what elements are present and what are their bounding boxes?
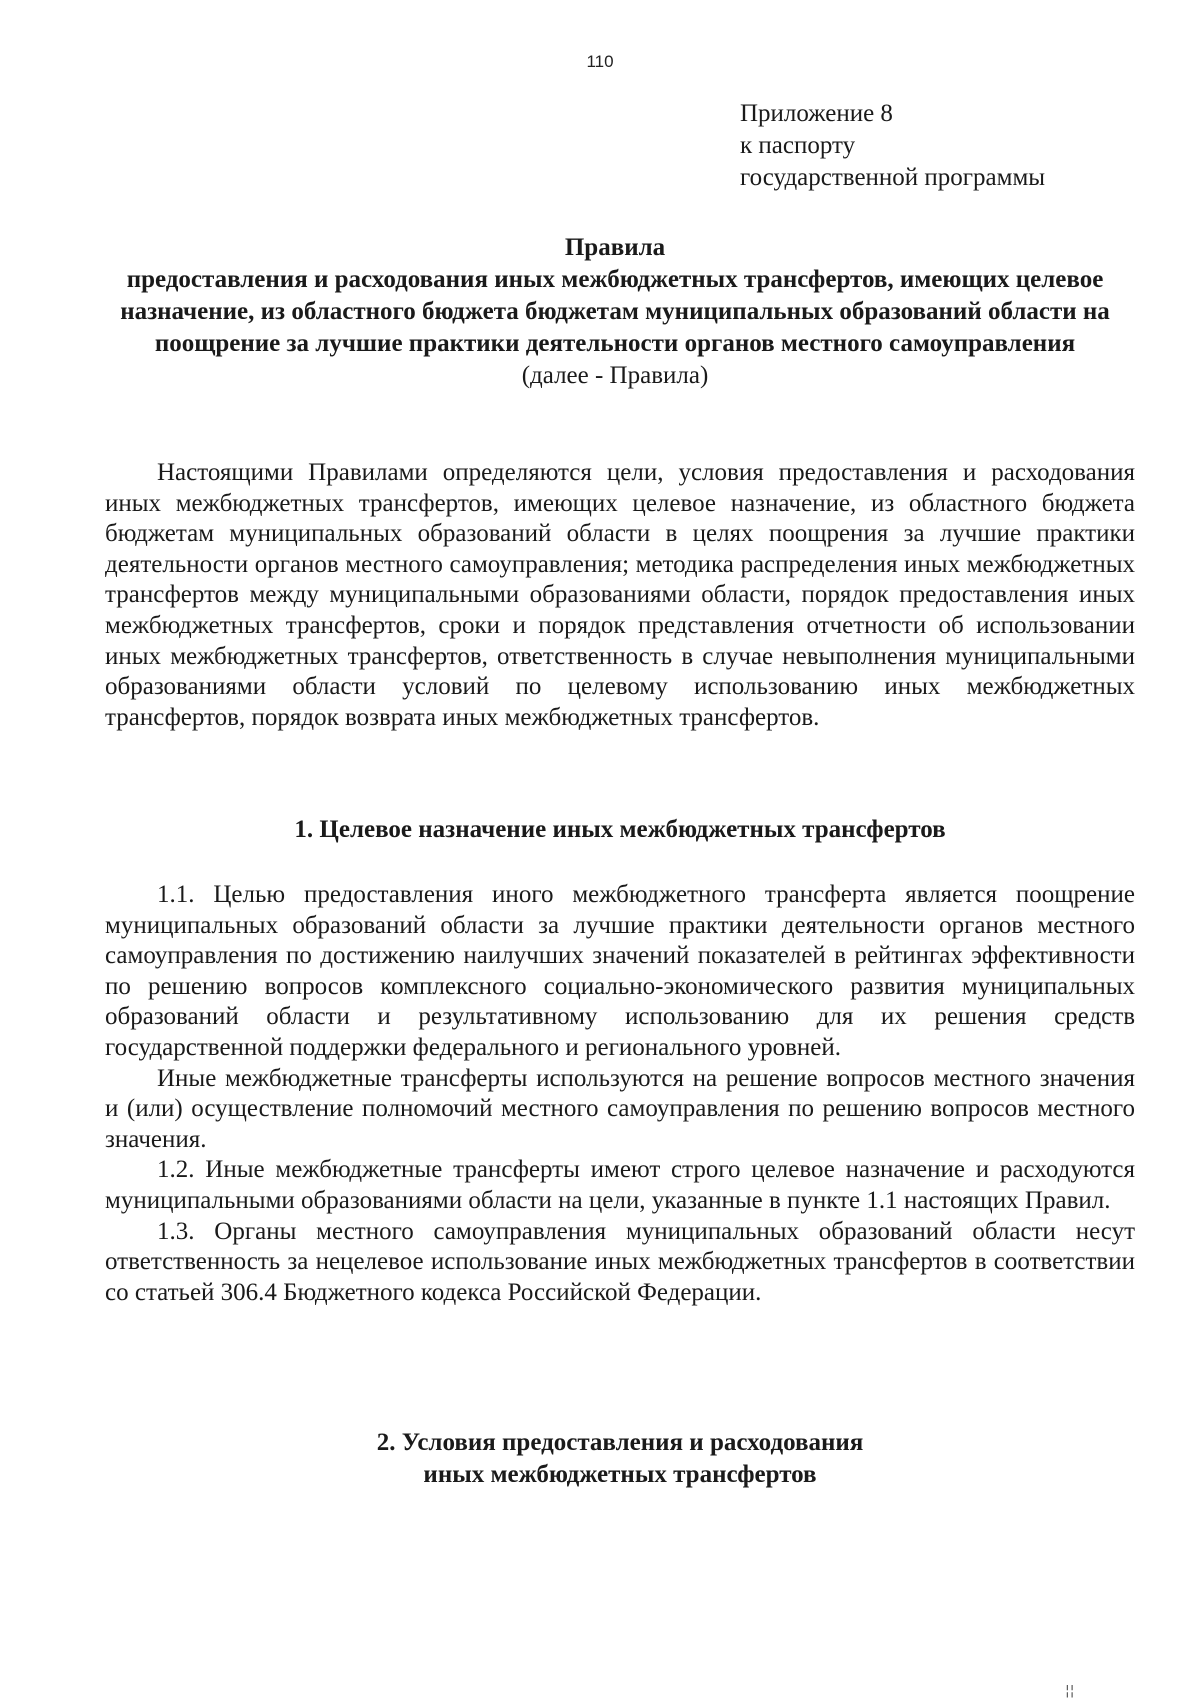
section-1-heading: 1. Целевое назначение иных межбюджетных трансфертов xyxy=(294,816,946,843)
section-2-heading-line-1: 2. Условия предоставления и расходования xyxy=(376,1429,864,1456)
appendix-line-3: государственной программы xyxy=(740,164,1046,191)
clause-1-3: 1.3. Органы местного самоуправления муниципальных образований области несут ответственность за нецелевое использование иных межбюджетных трансфертов в соответствии со статьей 306.4 Бюджетного кодекса Российской Федерации. xyxy=(105,1217,1135,1306)
title-note: (далее - Правила) xyxy=(521,362,709,389)
intro-paragraph: Настоящими Правилами определяются цели, условия предоставления и расходования иных межбюджетных трансфертов, имеющих целевое назначение, из областного бюджета бюджетам муниципальных образований области в целях поощрения за лучшие практики деятельности органов местного самоуправления; методика распределения иных межбюджетных трансфертов между муниципальными образованиями области, порядок предоставления иных межбюджетных трансфертов, сроки и порядок представления отчетности об использовании иных межбюджетных трансфертов, ответственность в случае невыполнения муниципальными образованиями области условий по целевому использованию иных межбюджетных трансфертов, порядок возврата иных межбюджетных трансфертов. xyxy=(105,459,1135,731)
section-1-body xyxy=(105,880,1135,1308)
scan-corner-mark: ¦¦ xyxy=(1065,1683,1075,1699)
section-2-heading-line-2: иных межбюджетных трансфертов xyxy=(423,1461,817,1488)
intro-section xyxy=(105,458,1135,733)
clause-1-1: 1.1. Целью предоставления иного межбюджетного трансферта является поощрение муниципальных образований области за лучшие практики деятельности органов местного самоуправления по достижению наилучших значений показателей в рейтингах эффективности по решению вопросов комплексного социально-экономического развития муниципальных образований области и результативному использованию для их решения средств государственной поддержки федерального и регионального уровней. xyxy=(105,881,1135,1061)
clause-1-1-continued: Иные межбюджетные трансферты используются на решение вопросов местного значения и (или) осуществление полномочий местного самоуправления по решению вопросов местного значения. xyxy=(105,1064,1135,1153)
title-heading: Правила xyxy=(564,234,666,261)
document-title xyxy=(110,232,1120,392)
section-2-heading xyxy=(105,1427,1135,1491)
clause-1-2: 1.2. Иные межбюджетные трансферты имеют строго целевое назначение и расходуются муниципальными образованиями области на цели, указанные в пункте 1.1 настоящих Правил. xyxy=(105,1156,1135,1214)
title-subtitle: предоставления и расходования иных межбюджетных трансфертов, имеющих целевое назначение, из областного бюджета бюджетам муниципальных образований области на поощрение за лучшие практики деятельности органов местного самоуправления xyxy=(120,266,1110,357)
appendix-header xyxy=(740,98,1045,194)
page-number: 110 xyxy=(586,52,614,71)
appendix-line-1: Приложение 8 xyxy=(740,100,893,127)
appendix-line-2: к паспорту xyxy=(740,132,856,159)
